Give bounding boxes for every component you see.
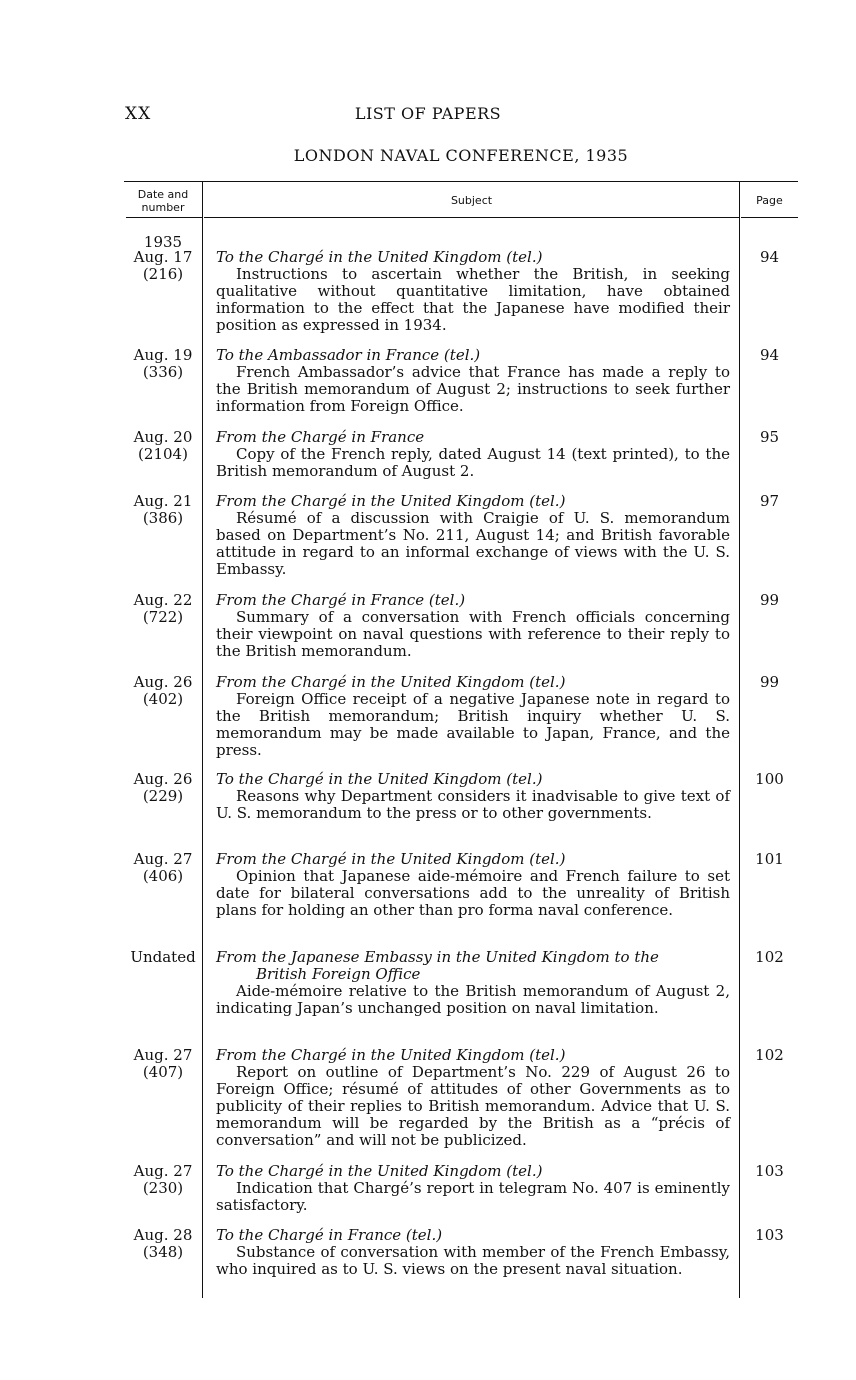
page-number: XX bbox=[125, 104, 152, 124]
entry-date-day: Aug. 22 bbox=[133, 591, 193, 609]
entry-date bbox=[124, 592, 202, 626]
header-rule-subject bbox=[204, 217, 739, 218]
entry-title: To the Chargé in the United Kingdom (tel.) bbox=[216, 248, 543, 266]
entry-description: Instructions to ascertain whether the British, in seeking qualitative without quantitative limitation, have obtained information to the effect that the Japanese have modified their position as expressed in 1934. bbox=[216, 265, 730, 334]
date-header-line1: Date and bbox=[137, 188, 189, 201]
entry-title: From the Chargé in France bbox=[216, 428, 425, 446]
running-head: LIST OF PAPERS bbox=[354, 104, 502, 123]
entry-page: 101 bbox=[755, 850, 784, 868]
entry-subject bbox=[216, 429, 730, 480]
entry-title: To the Chargé in the United Kingdom (tel.) bbox=[216, 1162, 543, 1180]
entry-date-day: Undated bbox=[130, 948, 196, 966]
entry-subject bbox=[216, 493, 730, 578]
entry-date-day: Aug. 27 bbox=[133, 1046, 193, 1064]
entry-page: 103 bbox=[755, 1226, 784, 1244]
entry-title: From the Chargé in the United Kingdom (tel.) bbox=[216, 492, 566, 510]
entry-date bbox=[124, 771, 202, 805]
entry-description: Reasons why Department considers it inadvisable to give text of U. S. memorandum to the press or to other governments. bbox=[216, 787, 730, 822]
entry-date bbox=[124, 851, 202, 885]
entry-date-number: (348) bbox=[142, 1243, 184, 1261]
entry-page: 94 bbox=[759, 248, 780, 266]
papers-table bbox=[124, 181, 798, 1298]
entry-date-number: (336) bbox=[142, 363, 184, 381]
entry-date-number: (230) bbox=[142, 1179, 184, 1197]
entry-title: From the Chargé in the United Kingdom (tel.) bbox=[216, 850, 566, 868]
entry-subject bbox=[216, 674, 730, 759]
column-divider-page bbox=[739, 181, 740, 1298]
entry-page: 97 bbox=[759, 492, 780, 510]
entry-subject bbox=[216, 1227, 730, 1278]
entry-subject bbox=[216, 592, 730, 660]
entry-description: Résumé of a discussion with Craigie of U. S. memorandum based on Department’s No. 211, August 14; and British favorable attitude in regard to an informal exchange of views with the U. S. Embassy. bbox=[216, 509, 730, 578]
entry-date-number: (2104) bbox=[138, 445, 188, 463]
header-rule-date bbox=[126, 217, 202, 218]
subject-column-header: Subject bbox=[450, 194, 493, 207]
entry-date-number: (216) bbox=[142, 265, 184, 283]
entry-title: From the Chargé in France (tel.) bbox=[216, 591, 466, 609]
table-top-rule bbox=[124, 181, 798, 182]
entry-date-number: (402) bbox=[142, 690, 184, 708]
entry-page: 95 bbox=[759, 428, 780, 446]
entry-date-day: Aug. 27 bbox=[133, 850, 193, 868]
entry-subject bbox=[216, 771, 730, 822]
entry-date bbox=[124, 249, 202, 283]
entry-page: 103 bbox=[755, 1162, 784, 1180]
entry-date bbox=[124, 429, 202, 463]
entry-date bbox=[124, 1163, 202, 1197]
entry-date bbox=[124, 1047, 202, 1081]
entry-title: To the Chargé in France (tel.) bbox=[216, 1226, 443, 1244]
entry-subject bbox=[216, 851, 730, 919]
entry-date-day: Aug. 27 bbox=[133, 1162, 193, 1180]
entry-page: 100 bbox=[755, 770, 784, 788]
entry-date-day: Aug. 20 bbox=[133, 428, 193, 446]
entry-subject bbox=[216, 1047, 730, 1149]
entry-title: From the Chargé in the United Kingdom (tel.) bbox=[216, 673, 566, 691]
entry-date-number: (407) bbox=[142, 1063, 184, 1081]
page-column-header: Page bbox=[756, 194, 783, 207]
column-divider-date bbox=[202, 181, 203, 1298]
entry-title: From the Japanese Embassy in the United Kingdom to the bbox=[216, 948, 659, 966]
entry-date-day: Aug. 17 bbox=[133, 248, 193, 266]
entry-date-day: Aug. 19 bbox=[133, 346, 193, 364]
entry-description: Indication that Chargé’s report in telegram No. 407 is eminently satisfactory. bbox=[216, 1179, 730, 1214]
entry-date bbox=[124, 1227, 202, 1261]
entry-subject bbox=[216, 1163, 730, 1214]
entry-date bbox=[124, 674, 202, 708]
entry-title: To the Chargé in the United Kingdom (tel.) bbox=[216, 770, 543, 788]
entry-page: 99 bbox=[759, 673, 780, 691]
entry-description: French Ambassador’s advice that France has made a reply to the British memorandum of August 2; instructions to seek further information from Foreign Office. bbox=[216, 363, 730, 415]
year-label: 1935 bbox=[143, 233, 183, 251]
entry-subject bbox=[216, 949, 730, 1017]
entry-date-day: Aug. 28 bbox=[133, 1226, 193, 1244]
entry-page: 102 bbox=[755, 948, 784, 966]
entry-description: Copy of the French reply, dated August 14 (text printed), to the British memorandum of August 2. bbox=[216, 445, 730, 480]
entry-page: 99 bbox=[759, 591, 780, 609]
entry-subject bbox=[216, 347, 730, 415]
section-title: LONDON NAVAL CONFERENCE, 1935 bbox=[293, 146, 629, 165]
entry-date-number: (722) bbox=[142, 608, 184, 626]
entry-description: Substance of conversation with member of the French Embassy, who inquired as to U. S. views on the present naval situation. bbox=[216, 1243, 730, 1278]
entry-description: Foreign Office receipt of a negative Japanese note in regard to the British memorandum; British inquiry whether U. S. memorandum may be made available to Japan, France, and the press. bbox=[216, 690, 730, 759]
date-header-line2: number bbox=[141, 201, 185, 214]
entry-title-continuation: British Foreign Office bbox=[256, 965, 421, 983]
entry-page: 94 bbox=[759, 346, 780, 364]
date-column-header bbox=[124, 188, 202, 214]
entry-title: To the Ambassador in France (tel.) bbox=[216, 346, 481, 364]
entry-subject bbox=[216, 249, 730, 334]
entry-date-number: (229) bbox=[142, 787, 184, 805]
entry-date-day: Aug. 26 bbox=[133, 673, 193, 691]
entry-date-day: Aug. 26 bbox=[133, 770, 193, 788]
entry-date bbox=[124, 493, 202, 527]
entry-date-number: (406) bbox=[142, 867, 184, 885]
entry-page: 102 bbox=[755, 1046, 784, 1064]
entry-date bbox=[124, 949, 202, 966]
entry-description: Opinion that Japanese aide-mémoire and French failure to set date for bilateral conversations add to the unreality of British plans for holding an other than pro forma naval conference. bbox=[216, 867, 730, 919]
header-rule-page bbox=[741, 217, 798, 218]
entry-date bbox=[124, 347, 202, 381]
entry-title: From the Chargé in the United Kingdom (tel.) bbox=[216, 1046, 566, 1064]
entry-description: Aide-mémoire relative to the British memorandum of August 2, indicating Japan’s unchanged position on naval limitation. bbox=[216, 982, 730, 1017]
entry-date-number: (386) bbox=[142, 509, 184, 527]
entry-description: Summary of a conversation with French officials concerning their viewpoint on naval questions with reference to their reply to the British memorandum. bbox=[216, 608, 730, 660]
entry-description: Report on outline of Department’s No. 229 of August 26 to Foreign Office; résumé of attitudes of other Governments as to publicity of their replies to British memorandum. Advice that U. S. memorandum will be regarded by the British as a “précis of conversation” and will not be publicized. bbox=[216, 1063, 730, 1149]
entry-date-day: Aug. 21 bbox=[133, 492, 193, 510]
